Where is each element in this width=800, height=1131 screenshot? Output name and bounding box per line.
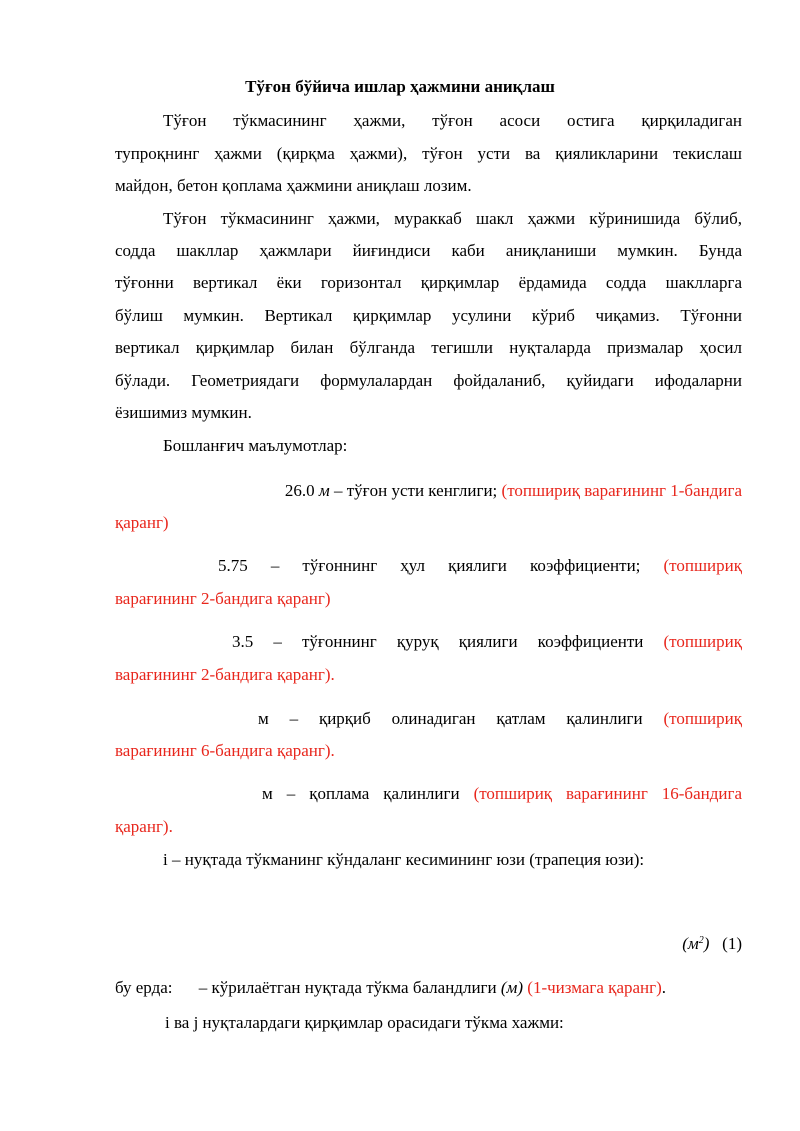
where-prefix: бу ерда: xyxy=(115,978,173,997)
paragraph-2-line-3: тўғонни вертикал ёки горизонтал қирқимлар ёрдамида содда шаклларга xyxy=(115,273,742,292)
item-cut-layer-text: м – қирқиб олинадиган қатлам қалинлиги xyxy=(258,709,664,728)
item-dry-slope-reference-cont: варағининг 2-бандига қаранг). xyxy=(115,665,335,684)
paragraph-1-line-3: майдон, бетон қоплама ҳажмини аниқлаш лозим. xyxy=(115,176,472,195)
item-width-reference: (топшириқ варағининг 1-бандига xyxy=(501,481,742,500)
paragraph-1-line-1: Тўғон тўкмасининг ҳажми, тўғон асоси остига қирқиладиган xyxy=(163,111,742,130)
item-cut-layer-reference-cont: варағининг 6-бандига қаранг). xyxy=(115,741,335,760)
paragraph-2-line-6: бўлади. Геометриядаги формулалардан фойдаланиб, қуйидаги ифодаларни xyxy=(115,371,742,390)
where-unit: (м) xyxy=(500,978,524,997)
item-lining-reference: (топшириқ варағининг 16-бандига xyxy=(473,784,742,803)
where-end: . xyxy=(661,978,667,997)
paragraph-2-line-1: Тўғон тўкмасининг ҳажми, мураккаб шакл ҳажми кўринишида бўлиб, xyxy=(163,209,742,228)
item-wet-slope-line-1 xyxy=(218,556,742,576)
item-width-value: 26.0 xyxy=(284,481,315,500)
item-dry-slope-line-1 xyxy=(232,632,742,652)
paragraph-2-line-4: бўлиш мумкин. Вертикал қирқимлар усулини кўриб чиқамиз. Тўғонни xyxy=(115,306,742,325)
paragraph-2-line-2: содда шакллар ҳажмлари йиғиндиси каби аниқланиши мумкин. Бунда xyxy=(115,241,742,260)
item-wet-slope-text: 5.75 – тўғоннинг ҳул қиялиги коэффициенти; xyxy=(218,556,664,575)
item-width-text: – тўғон усти кенглиги; xyxy=(329,481,502,500)
item-lining-reference-cont: қаранг). xyxy=(115,817,173,836)
item-cut-layer-line-1 xyxy=(258,709,742,729)
item-dry-slope-text: 3.5 – тўғоннинг қуруқ қиялиги коэффициенти xyxy=(232,632,664,651)
cross-section-area-line: i – нуқтада тўкманинг кўндаланг кесимининг юзи (трапеция юзи): xyxy=(163,850,645,869)
item-width-reference-cont: қаранг) xyxy=(115,513,169,532)
volume-line: i ва j нуқталардаги қирқимлар орасидаги тўкма хажми: xyxy=(165,1013,564,1032)
paragraph-2-line-5: вертикал қирқимлар билан бўлганда тегишли нуқталарда призмалар ҳосил xyxy=(115,338,742,357)
item-wet-slope-reference: (топшириқ xyxy=(663,556,742,575)
item-lining-text: м – қоплама қалинлиги xyxy=(262,784,474,803)
item-width-line-1 xyxy=(115,481,742,501)
item-cut-layer-reference: (топшириқ xyxy=(663,709,742,728)
where-reference: (1-чизмага қаранг) xyxy=(527,978,662,997)
item-width-unit: м xyxy=(318,481,330,500)
where-line xyxy=(115,978,742,998)
item-wet-slope-reference-cont: варағининг 2-бандига қаранг) xyxy=(115,589,331,608)
formula-1-number: (1) xyxy=(722,934,742,953)
formula-1-label xyxy=(115,934,742,954)
paragraph-2-line-7: ёзишимиз мумкин. xyxy=(115,403,252,422)
formula-1-unit: $(м^2)$ xyxy=(682,934,710,953)
item-dry-slope-reference: (топшириқ xyxy=(663,632,742,651)
formula-1-exponent: 2 xyxy=(698,935,704,946)
page-title: Тўғон бўйича ишлар ҳажмини аниқлаш xyxy=(245,77,555,96)
paragraph-1-line-2: тупроқнинг ҳажми (қирқма ҳажми), тўғон усти ва қияликларини текислаш xyxy=(115,144,742,163)
item-lining-line-1 xyxy=(262,784,742,804)
initial-data-heading: Бошланғич маълумотлар: xyxy=(163,436,348,455)
where-text: – кўрилаётган нуқтада тўкма баландлиги xyxy=(198,978,501,997)
